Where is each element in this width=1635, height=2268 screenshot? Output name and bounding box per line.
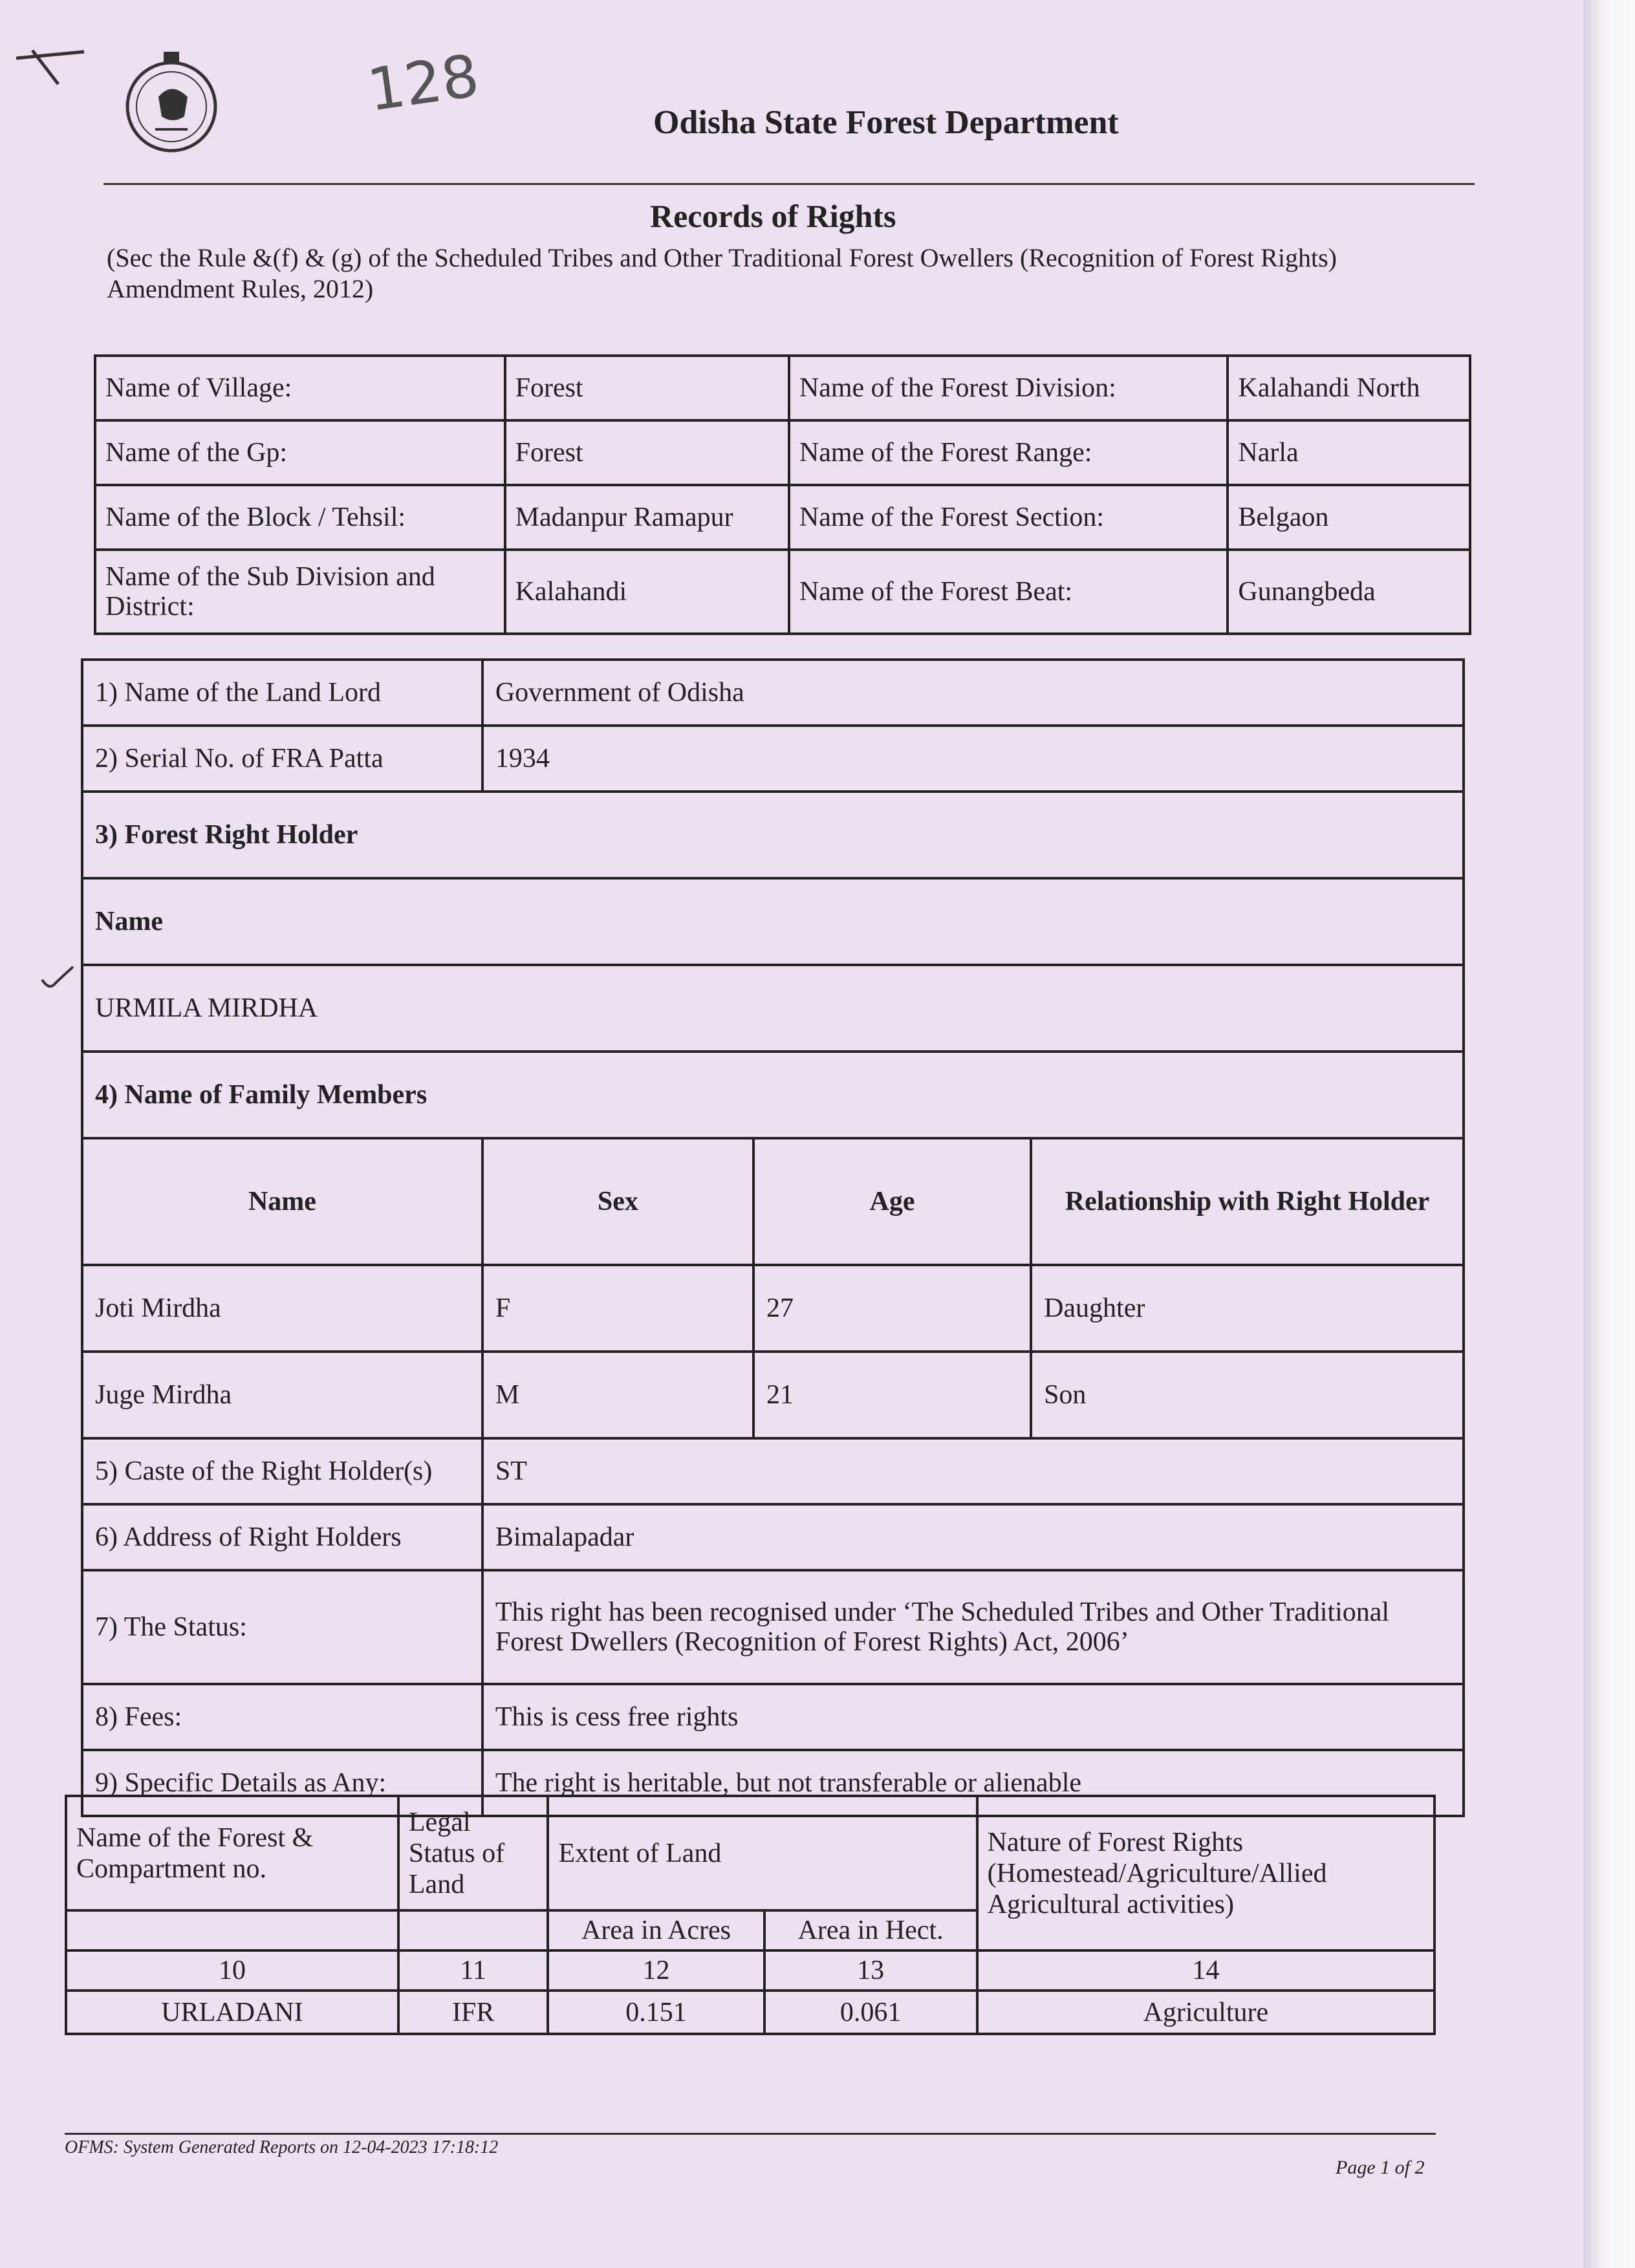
location-table xyxy=(94,354,1471,635)
land-num-14: 14 xyxy=(977,1950,1435,1991)
table-row xyxy=(82,792,1464,878)
status-value xyxy=(482,1570,1464,1684)
landlord-value: Government of Odisha xyxy=(482,660,1464,726)
pen-stroke-mark xyxy=(13,45,91,91)
land-num-11: 11 xyxy=(398,1950,548,1991)
subdiv-value: Kalahandi xyxy=(505,550,789,634)
table-row xyxy=(82,726,1464,792)
land-number-row xyxy=(66,1950,1435,1991)
land-num-13: 13 xyxy=(764,1950,977,1991)
department-title: Odisha State Forest Department xyxy=(653,104,1119,141)
table-row xyxy=(82,1438,1464,1504)
footer-generated: OFMS: System Generated Reports on 12-04-2023 17:18:12 xyxy=(65,2137,499,2157)
odisha-emblem-seal xyxy=(120,45,223,155)
table-row xyxy=(82,1265,1464,1352)
village-value: Forest xyxy=(505,356,789,420)
landlord-label: 1) Name of the Land Lord xyxy=(82,660,482,726)
land-acres-value: 0.151 xyxy=(548,1991,764,2034)
status-line-1: This right has been recognised under ‘The Scheduled Tribes and Other Traditional xyxy=(495,1597,1390,1627)
holder-heading: 3) Forest Right Holder xyxy=(82,792,1464,878)
land-forest-value: URLADANI xyxy=(66,1991,398,2034)
document-subtitle: (Sec the Rule &(f) & (g) of the Scheduled Tribes and Other Traditional Forest Owellers (Recognition of Forest Rights) Amendment Rules, 2012) xyxy=(107,243,1337,303)
status-line-2: Forest Dwellers (Recognition of Forest Rights) Act, 2006’ xyxy=(495,1627,1129,1657)
land-col-acres: Area in Acres xyxy=(548,1910,764,1950)
section-value: Belgaon xyxy=(1228,485,1470,550)
family-col-sex: Sex xyxy=(482,1138,753,1265)
land-num-12: 12 xyxy=(548,1950,764,1991)
footer-divider xyxy=(65,2133,1436,2135)
caste-value: ST xyxy=(482,1438,1464,1504)
document-title: Records of Rights xyxy=(650,198,896,234)
subdiv-label: Name of the Sub Division and District: xyxy=(95,550,505,634)
family-name: Joti Mirdha xyxy=(82,1265,482,1352)
family-header-row xyxy=(82,1138,1464,1265)
svg-text:128: 128 xyxy=(363,41,483,125)
table-row xyxy=(82,1352,1464,1438)
table-row xyxy=(95,485,1470,550)
family-sex: F xyxy=(482,1265,753,1352)
land-empty-cell xyxy=(398,1910,548,1950)
range-label: Name of the Forest Range: xyxy=(789,420,1228,485)
family-col-relation: Relationship with Right Holder xyxy=(1031,1138,1464,1265)
table-row xyxy=(82,965,1464,1052)
land-header-row xyxy=(66,1796,1435,1910)
land-hect-value: 0.061 xyxy=(764,1991,977,2034)
family-relation: Daughter xyxy=(1031,1265,1464,1352)
division-value: Kalahandi North xyxy=(1228,356,1470,420)
record-table xyxy=(81,658,1465,1817)
land-col-nature: Nature of Forest Rights (Homestead/Agriculture/Allied Agricultural activities) xyxy=(977,1796,1435,1950)
fees-label: 8) Fees: xyxy=(82,1684,482,1750)
range-value: Narla xyxy=(1228,420,1470,485)
beat-label: Name of the Forest Beat: xyxy=(789,550,1228,634)
land-col-hect: Area in Hect. xyxy=(764,1910,977,1950)
header-divider xyxy=(103,183,1475,185)
section-label: Name of the Forest Section: xyxy=(789,485,1228,550)
land-col-extent: Extent of Land xyxy=(548,1796,977,1910)
family-age: 27 xyxy=(753,1265,1031,1352)
land-col-legal: Legal Status of Land xyxy=(398,1796,548,1910)
land-num-10: 10 xyxy=(66,1950,398,1991)
table-row xyxy=(82,1504,1464,1570)
land-col-forest: Name of the Forest & Compartment no. xyxy=(66,1796,398,1910)
land-table xyxy=(65,1795,1436,2035)
table-row xyxy=(95,420,1470,485)
table-row xyxy=(95,550,1470,634)
page-number: Page 1 of 2 xyxy=(1336,2157,1425,2178)
table-row xyxy=(82,878,1464,965)
details-value: The right is heritable, but not transferable or alienable xyxy=(482,1750,1464,1816)
family-relation: Son xyxy=(1031,1352,1464,1438)
handwritten-number xyxy=(356,26,504,136)
name-heading: Name xyxy=(82,878,1464,965)
tick-mark-icon xyxy=(39,964,78,996)
family-col-age: Age xyxy=(753,1138,1031,1265)
status-label: 7) The Status: xyxy=(82,1570,482,1684)
family-col-name: Name xyxy=(82,1138,482,1265)
holder-name: URMILA MIRDHA xyxy=(82,965,1464,1052)
division-label: Name of the Forest Division: xyxy=(789,356,1228,420)
beat-value: Gunangbeda xyxy=(1228,550,1470,634)
table-row xyxy=(66,1991,1435,2034)
caste-label: 5) Caste of the Right Holder(s) xyxy=(82,1438,482,1504)
page-edge-shadow xyxy=(1583,0,1635,2268)
details-label: 9) Specific Details as Any: xyxy=(82,1750,482,1816)
land-legal-value: IFR xyxy=(398,1991,548,2034)
family-name: Juge Mirdha xyxy=(82,1352,482,1438)
table-row xyxy=(95,356,1470,420)
address-value: Bimalapadar xyxy=(482,1504,1464,1570)
fees-value: This is cess free rights xyxy=(482,1684,1464,1750)
family-heading: 4) Name of Family Members xyxy=(82,1052,1464,1138)
gp-label: Name of the Gp: xyxy=(95,420,505,485)
block-value: Madanpur Ramapur xyxy=(505,485,789,550)
table-row xyxy=(82,1684,1464,1750)
family-age: 21 xyxy=(753,1352,1031,1438)
table-row xyxy=(82,1052,1464,1138)
address-label: 6) Address of Right Holders xyxy=(82,1504,482,1570)
village-label: Name of Village: xyxy=(95,356,505,420)
land-empty-cell xyxy=(66,1910,398,1950)
serial-value: 1934 xyxy=(482,726,1464,792)
gp-value: Forest xyxy=(505,420,789,485)
table-row xyxy=(82,660,1464,726)
land-nature-value: Agriculture xyxy=(977,1991,1435,2034)
table-row xyxy=(82,1570,1464,1684)
block-label: Name of the Block / Tehsil: xyxy=(95,485,505,550)
family-sex: M xyxy=(482,1352,753,1438)
serial-label: 2) Serial No. of FRA Patta xyxy=(82,726,482,792)
